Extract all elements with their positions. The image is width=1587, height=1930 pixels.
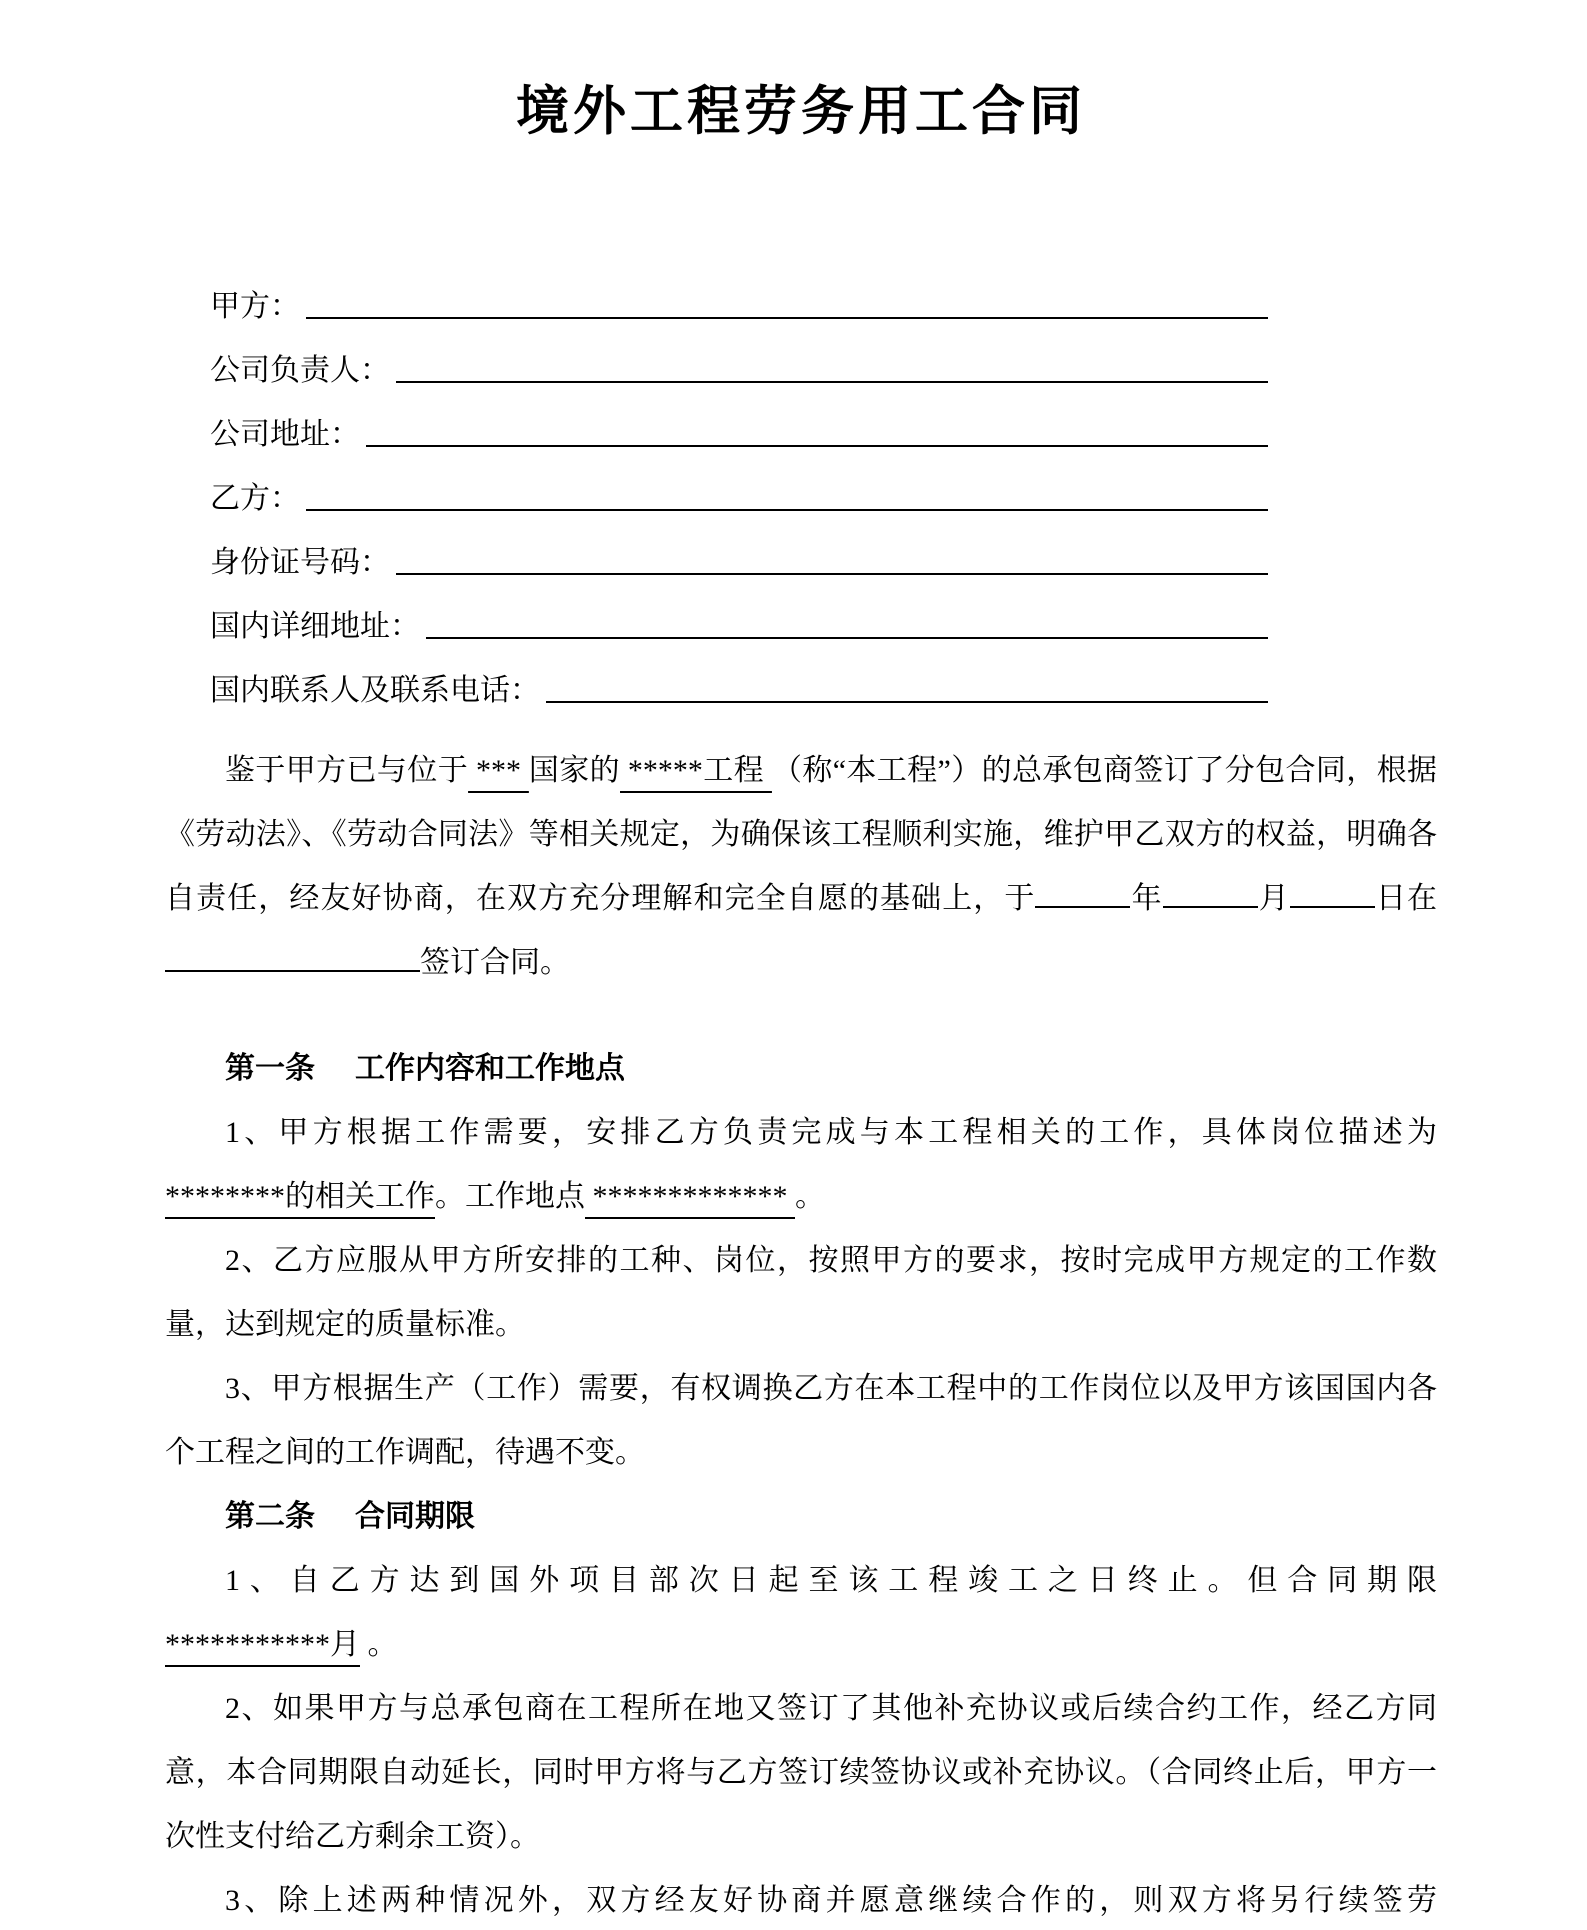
form-field-row-company-head <box>210 329 1268 393</box>
job-description-stars: ********的相关工作 <box>165 1180 435 1213</box>
section2-clause2: 2、如果甲方与总承包商在工程所在地又签订了其他补充协议或后续合约工作，经乙方同意，本合同期限自动延长，同时甲方将与乙方签订续签协议或补充协议。（合同终止后，甲方一次性支付给乙方剩余工资）。 <box>165 1692 1437 1853</box>
intro-text: 鉴于甲方已与位于 <box>225 754 469 787</box>
field-blank-line <box>306 509 1268 511</box>
clause-text: 。工作地点 <box>435 1180 585 1213</box>
section1-number: 第一条 <box>225 1052 315 1085</box>
section1-heading <box>165 1037 1437 1101</box>
intro-text: （称“本工程”）的总承包商签订了分包合同，根据《劳动法》、《劳动合同法》等相关规定，为确保该工程顺利实施，维护甲乙双方的权益，明确各自责任，经友好协商，在双方充分理解和完全自愿的基础上，于 <box>165 754 1438 915</box>
day-label: 日在 <box>1374 882 1438 915</box>
field-label: 公司负责人： <box>210 354 390 387</box>
form-field-row-id-number <box>210 521 1268 585</box>
intro-text: 国家的 <box>528 754 621 787</box>
clause-text: 。 <box>795 1180 825 1213</box>
section2-number: 第二条 <box>225 1500 315 1533</box>
field-label: 国内详细地址： <box>210 610 420 643</box>
field-label: 公司地址： <box>210 418 360 451</box>
clause-text: 。 <box>360 1628 398 1661</box>
blank-day <box>1290 876 1375 908</box>
work-location-stars: ************* <box>585 1180 795 1213</box>
blank-month <box>1163 876 1258 908</box>
party-info-form <box>210 265 1268 713</box>
field-label: 乙方： <box>210 482 300 515</box>
field-label: 甲方： <box>210 290 300 323</box>
section1-clause1 <box>165 1101 1437 1229</box>
contract-term-stars: ***********月 <box>165 1628 360 1661</box>
field-label: 身份证号码： <box>210 546 390 579</box>
form-field-row-domestic-address <box>210 585 1268 649</box>
field-blank-line <box>306 317 1268 319</box>
field-blank-line <box>396 381 1268 383</box>
field-blank-line <box>366 445 1268 447</box>
section1-clause3: 3、甲方根据生产（工作）需要，有权调换乙方在本工程中的工作岗位以及甲方该国国内各个工程之间的工作调配，待遇不变。 <box>165 1372 1437 1469</box>
section2-clause1 <box>165 1549 1437 1677</box>
form-field-row-company-address <box>210 393 1268 457</box>
form-field-row-domestic-contact <box>210 649 1268 713</box>
form-field-row-yifang <box>210 457 1268 521</box>
blank-place <box>165 940 420 972</box>
project-name-stars: *****工程 <box>620 754 772 787</box>
clause-text: 1、甲方根据工作需要，安排乙方负责完成与本工程相关的工作，具体岗位描述为 <box>225 1116 1437 1149</box>
year-label: 年 <box>1130 882 1163 915</box>
intro-paragraph <box>165 739 1437 995</box>
country-stars: *** <box>468 754 529 787</box>
month-label: 月 <box>1257 882 1290 915</box>
intro-text: 签订合同。 <box>420 946 570 979</box>
page-title: 境外工程劳务用工合同 <box>516 83 1086 141</box>
section2-heading <box>165 1485 1437 1549</box>
field-label: 国内联系人及联系电话： <box>210 674 540 707</box>
blank-year <box>1035 876 1130 908</box>
section1-clause2: 2、乙方应服从甲方所安排的工种、岗位，按照甲方的要求，按时完成甲方规定的工作数量，达到规定的质量标准。 <box>165 1244 1437 1341</box>
field-blank-line <box>396 573 1268 575</box>
section2-title: 合同期限 <box>355 1500 475 1533</box>
clause-text: 1、自乙方达到国外项目部次日起至该工程竣工之日终止。但合同期限 <box>225 1564 1437 1597</box>
section1-title: 工作内容和工作地点 <box>355 1052 625 1085</box>
form-field-row-jiafang <box>210 265 1268 329</box>
field-blank-line <box>546 701 1268 703</box>
field-blank-line <box>426 637 1268 639</box>
section2-clause3: 3、除上述两种情况外，双方经友好协商并愿意继续合作的，则双方将另行续签劳 <box>225 1884 1437 1917</box>
